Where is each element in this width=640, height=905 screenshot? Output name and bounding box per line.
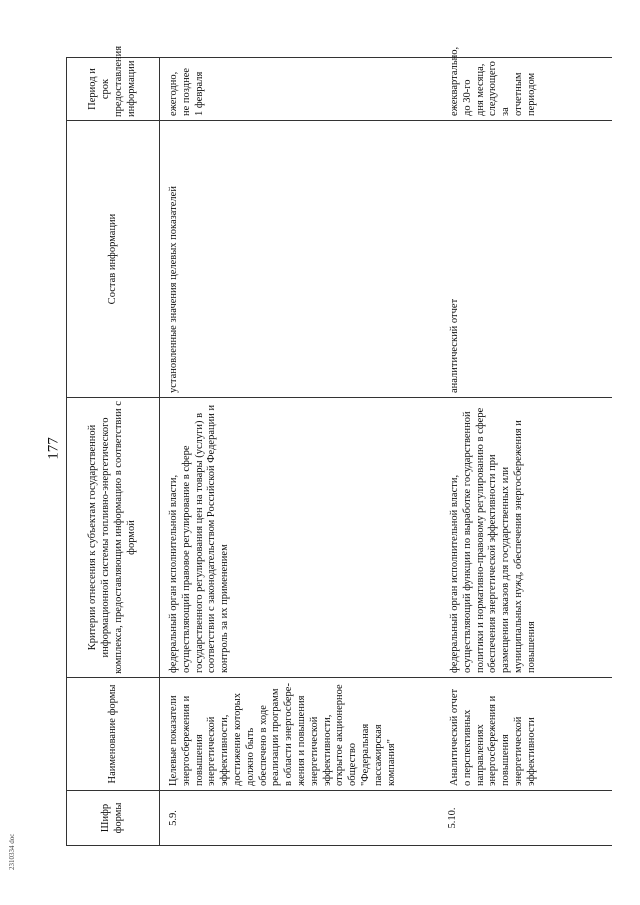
row-criteria: федеральный орган исполнительной власти, осуществляющий функции по выработке государственной политики и нормативно-правовому регулированию в сфере обеспечения энергетической эффективности при размещении заказов для государственных или муниципальных нужд, обеспечения энергосбережения и повышения [441, 398, 612, 678]
table-row [160, 58, 442, 846]
row-code: 5.9. [160, 791, 442, 846]
row-composition: установленные значения целевых показателей [160, 121, 442, 398]
row-period: ежеквартально, до 30-го дня месяца, следующего за отчетным периодом [441, 58, 612, 121]
header-code: Шифр формы [67, 791, 160, 846]
rotated-table-container [66, 45, 612, 846]
row-form-name: Аналитический отчет о перспективных направлениях энергосбережения и повышения энергетической эффективности [441, 678, 612, 791]
header-criteria: Критерии отнесения к субъектам государственной информационной системы топливно-энергетического комплекса, предоставляющим информацию в соответствии с формой [67, 398, 160, 678]
row-composition: аналитический отчет [441, 121, 612, 398]
table-header-row [67, 58, 160, 846]
row-code: 5.10. [441, 791, 612, 846]
forms-table [66, 45, 612, 846]
footer-document-code: 2310334 doc [8, 833, 16, 870]
row-form-name: Целевые показатели энергосбережения и повышения энергетической эффективности, достижение которых должно быть обеспечено в ходе реализации программ в области энергосбере-жения и повышения энергетической эффективности, открытое акционерное общество "Федеральная пассажирская компания" [160, 678, 442, 791]
page-number: 177 [45, 437, 62, 460]
header-period: Период и срок предоставления информации [67, 58, 160, 121]
row-period: ежегодно, не позднее 1 февраля [160, 58, 442, 121]
header-form-name: Наименование формы [67, 678, 160, 791]
header-composition: Состав информации [67, 121, 160, 398]
table-row [441, 58, 612, 846]
row-criteria: федеральный орган исполнительной власти, осуществляющий правовое регулирование в сфере государственного регулирования цен на товары (услуги) в соответствии с законодательством Российской Федерации и контроль за их применением [160, 398, 442, 678]
